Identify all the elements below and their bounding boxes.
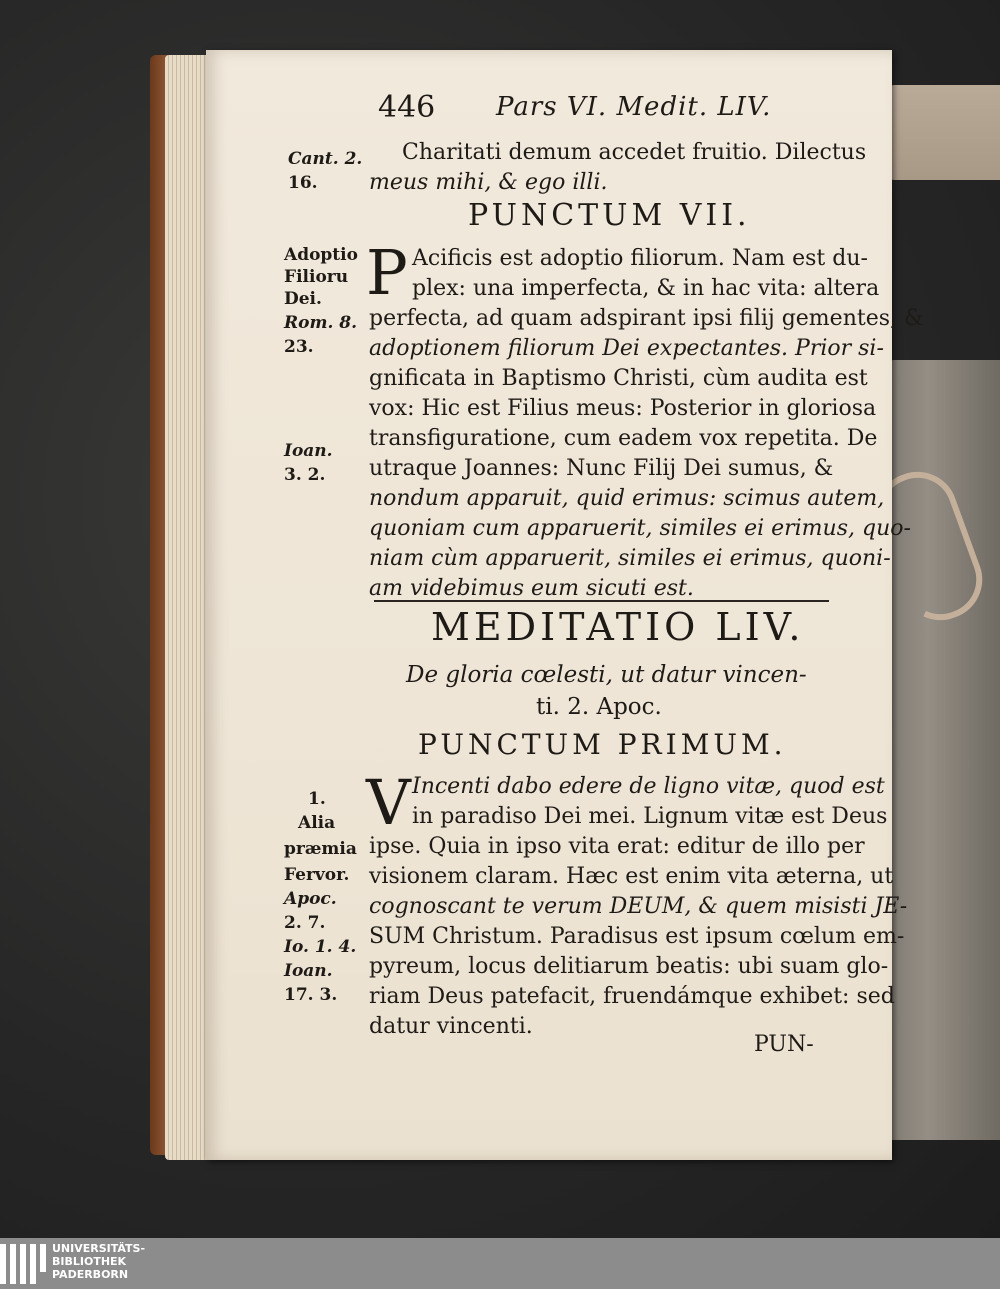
margin-note: 16. bbox=[288, 173, 318, 193]
margin-note: Io. 1. 4. bbox=[284, 937, 357, 957]
body-line: adoptionem filiorum Dei expectantes. Prior si- bbox=[369, 336, 884, 361]
dropcap-p: P bbox=[366, 236, 408, 309]
body-line: datur vincenti. bbox=[369, 1014, 533, 1039]
margin-note: 17. 3. bbox=[284, 985, 338, 1005]
body-line: nondum apparuit, quid erimus: scimus autem, bbox=[369, 486, 885, 511]
margin-note: Alia bbox=[298, 813, 336, 833]
body-line: plex: una imperfecta, & in hac vita: altera bbox=[412, 276, 880, 301]
intro-line-1: Charitati demum accedet fruitio. Dilectus bbox=[402, 140, 867, 165]
meditatio-subtitle: ti. 2. Apoc. bbox=[536, 694, 662, 720]
margin-note: Apoc. bbox=[284, 889, 337, 909]
page-number: 446 bbox=[378, 90, 436, 125]
meditatio-subtitle: De gloria cœlesti, ut datur vincen- bbox=[406, 662, 807, 688]
punctum-primum-heading: PUNCTUM PRIMUM. bbox=[418, 728, 787, 761]
body-line: perfecta, ad quam adspirant ipsi filij gementes, & bbox=[369, 306, 924, 331]
intro-line-2: meus mihi, & ego illi. bbox=[369, 170, 608, 195]
margin-note: Adoptio bbox=[284, 245, 358, 265]
margin-note: 1. bbox=[308, 789, 326, 809]
catchword: PUN- bbox=[754, 1032, 814, 1057]
margin-note: Ioan. bbox=[284, 961, 333, 981]
body-line: pyreum, locus delitiarum beatis: ubi suam glo- bbox=[369, 954, 889, 979]
margin-note: 2. 7. bbox=[284, 913, 326, 933]
body-line: ipse. Quia in ipso vita erat: editur de illo per bbox=[369, 834, 865, 859]
margin-note: Rom. 8. bbox=[284, 313, 358, 333]
running-title: Pars VI. Medit. LIV. bbox=[496, 92, 772, 122]
section-divider bbox=[374, 600, 829, 602]
margin-note: 3. 2. bbox=[284, 465, 326, 485]
margin-note: Filioru bbox=[284, 267, 349, 287]
margin-note: Cant. 2. bbox=[288, 149, 363, 169]
body-line: vox: Hic est Filius meus: Posterior in gloriosa bbox=[369, 396, 877, 421]
library-logo-icon bbox=[0, 1244, 46, 1284]
body-line: SUM Christum. Paradisus est ipsum cœlum em- bbox=[369, 924, 905, 949]
body-line: visionem claram. Hæc est enim vita æterna, ut bbox=[369, 864, 894, 889]
book-clasp-strap bbox=[888, 85, 1000, 180]
body-line: utraque Joannes: Nunc Filij Dei sumus, & bbox=[369, 456, 834, 481]
library-footer bbox=[0, 1238, 1000, 1289]
margin-note: 23. bbox=[284, 337, 314, 357]
book-page bbox=[206, 50, 924, 1160]
body-line: in paradiso Dei mei. Lignum vitæ est Deus bbox=[412, 804, 888, 829]
meditatio-title: MEDITATIO LIV. bbox=[431, 605, 805, 649]
margin-note: Ioan. bbox=[284, 441, 333, 461]
body-line: cognoscant te verum DEUM, & quem misisti JE- bbox=[369, 894, 908, 919]
body-line: Incenti dabo edere de ligno vitæ, quod est bbox=[412, 774, 885, 799]
body-line: quoniam cum apparuerit, similes ei erimus, quo- bbox=[369, 516, 911, 541]
body-line: Acificis est adoptio filiorum. Nam est du- bbox=[412, 246, 868, 271]
body-line: gnificata in Baptismo Christi, cùm audita est bbox=[369, 366, 868, 391]
margin-note: præmia bbox=[284, 839, 357, 859]
margin-note: Dei. bbox=[284, 289, 322, 309]
body-line: am videbimus eum sicuti est. bbox=[369, 576, 694, 601]
logo-line: PADERBORN bbox=[52, 1268, 129, 1281]
punctum-vii-heading: PUNCTUM VII. bbox=[468, 198, 751, 233]
body-line: niam cùm apparuerit, similes ei erimus, quoni- bbox=[369, 546, 891, 571]
body-line: riam Deus patefacit, fruendámque exhibet: sed bbox=[369, 984, 895, 1009]
library-logo-text bbox=[52, 1242, 145, 1281]
margin-note: Fervor. bbox=[284, 865, 350, 885]
dropcap-v: V bbox=[366, 766, 411, 839]
logo-line: UNIVERSITÄTS- bbox=[52, 1242, 146, 1255]
body-line: transfiguratione, cum eadem vox repetita. De bbox=[369, 426, 878, 451]
logo-line: BIBLIOTHEK bbox=[52, 1255, 127, 1268]
